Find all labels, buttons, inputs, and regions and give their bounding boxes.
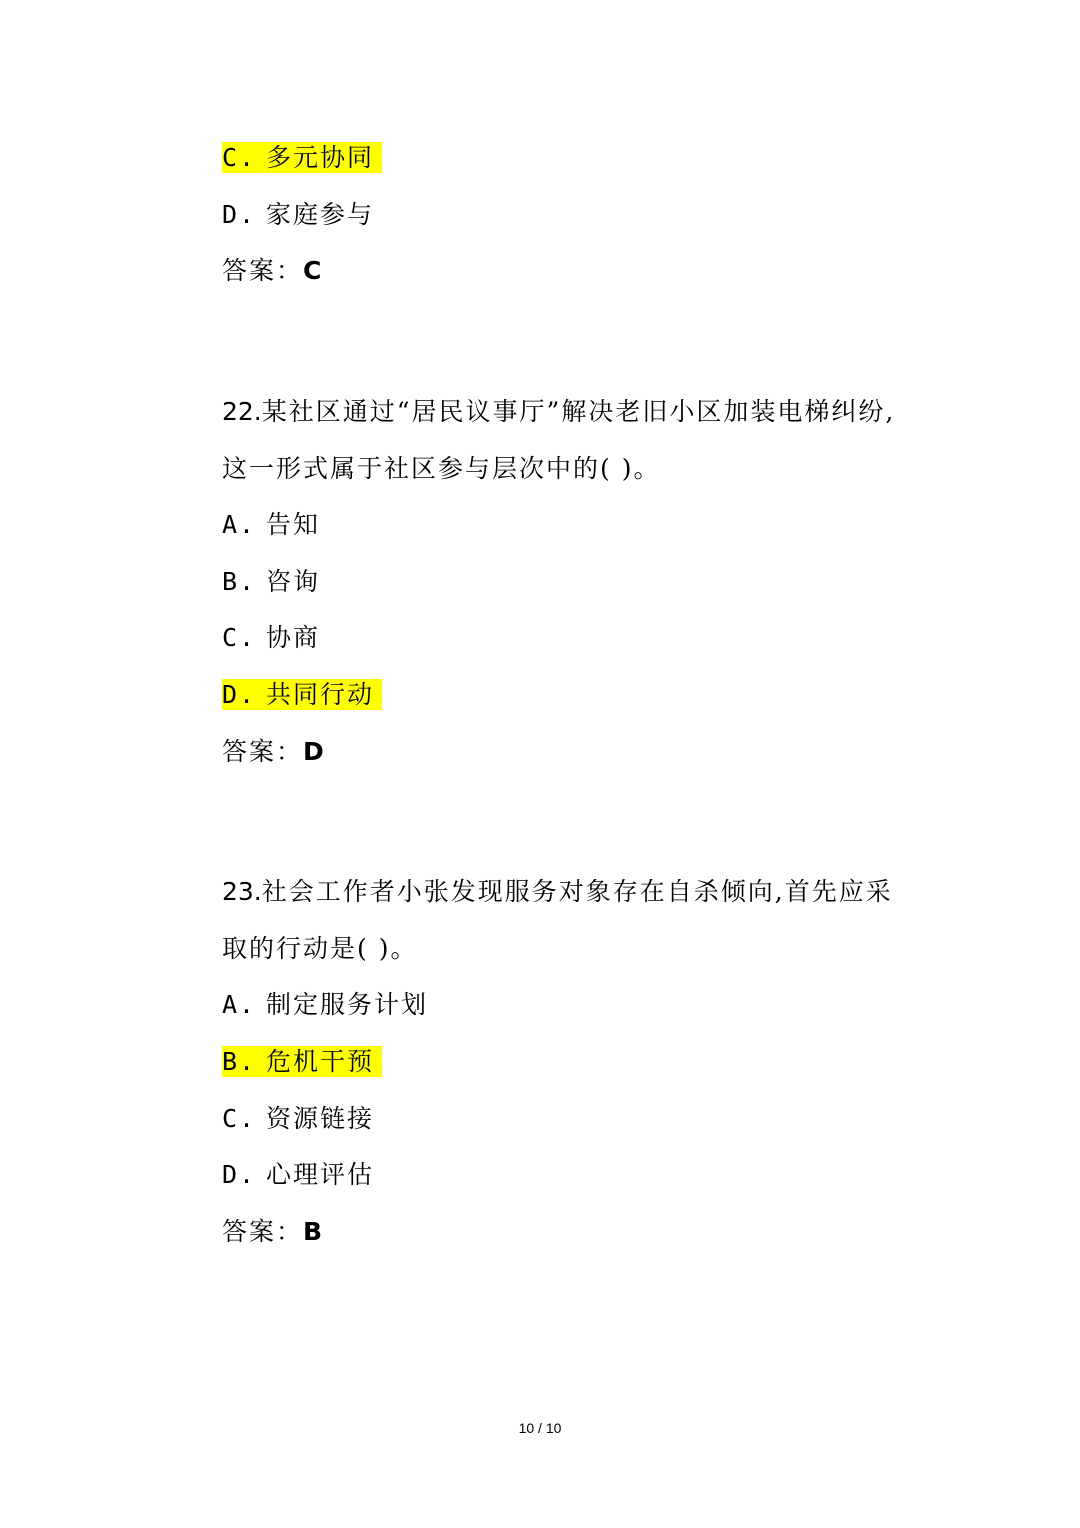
option-text: 危机干预 xyxy=(266,1047,375,1076)
option-d xyxy=(222,675,382,715)
option-d xyxy=(222,1155,374,1195)
option-letter: D. xyxy=(222,200,257,229)
highlighted-correct-option xyxy=(222,679,382,710)
option-text: 资源链接 xyxy=(266,1104,375,1133)
option-text: 共同行动 xyxy=(266,680,375,709)
option-text: 协商 xyxy=(266,623,321,652)
option-a xyxy=(222,985,428,1025)
answer-label: 答案： xyxy=(222,737,304,766)
answer-line xyxy=(222,251,323,291)
option-letter: A. xyxy=(222,990,257,1019)
question-text: 取的行动是( )。 xyxy=(222,934,418,963)
highlighted-correct-option xyxy=(222,142,382,173)
answer-line xyxy=(222,732,326,772)
option-text: 多元协同 xyxy=(266,143,375,172)
highlighted-correct-option xyxy=(222,1046,382,1077)
question-text: 社会工作者小张发现服务对象存在自杀倾向,首先应采 xyxy=(261,877,893,906)
question-text: 某社区通过“居民议事厅”解决老旧小区加装电梯纠纷, xyxy=(261,397,896,426)
option-letter: D. xyxy=(222,680,257,709)
answer-label: 答案： xyxy=(222,1217,304,1246)
question-22-line-2 xyxy=(222,449,660,489)
option-letter: B. xyxy=(222,1047,257,1076)
option-c xyxy=(222,618,320,658)
option-text: 告知 xyxy=(266,510,321,539)
page-number: 10 / 10 xyxy=(518,1420,562,1436)
option-letter: B. xyxy=(222,567,257,596)
answer-value: C xyxy=(303,256,324,285)
option-text: 制定服务计划 xyxy=(266,990,429,1019)
option-text: 家庭参与 xyxy=(266,200,375,229)
option-letter: A. xyxy=(222,510,257,539)
question-23-line-2 xyxy=(222,929,417,969)
option-letter: D. xyxy=(222,1160,257,1189)
question-number: 23. xyxy=(222,877,262,906)
option-text: 咨询 xyxy=(266,567,321,596)
option-b xyxy=(222,1042,382,1082)
question-text: 这一形式属于社区参与层次中的( )。 xyxy=(222,454,661,483)
option-text: 心理评估 xyxy=(266,1160,375,1189)
option-letter: C. xyxy=(222,1104,257,1133)
question-number: 22. xyxy=(222,397,262,426)
option-letter: C. xyxy=(222,143,257,172)
answer-value: B xyxy=(303,1217,325,1246)
question-22-line-1 xyxy=(222,392,895,432)
answer-value: D xyxy=(303,737,326,766)
option-letter: C. xyxy=(222,623,257,652)
option-c xyxy=(222,138,382,178)
option-a xyxy=(222,505,320,545)
option-c xyxy=(222,1099,374,1139)
option-b xyxy=(222,562,320,602)
answer-label: 答案： xyxy=(222,256,304,285)
answer-line xyxy=(222,1212,324,1252)
question-23-line-1 xyxy=(222,872,893,912)
option-d xyxy=(222,195,374,235)
